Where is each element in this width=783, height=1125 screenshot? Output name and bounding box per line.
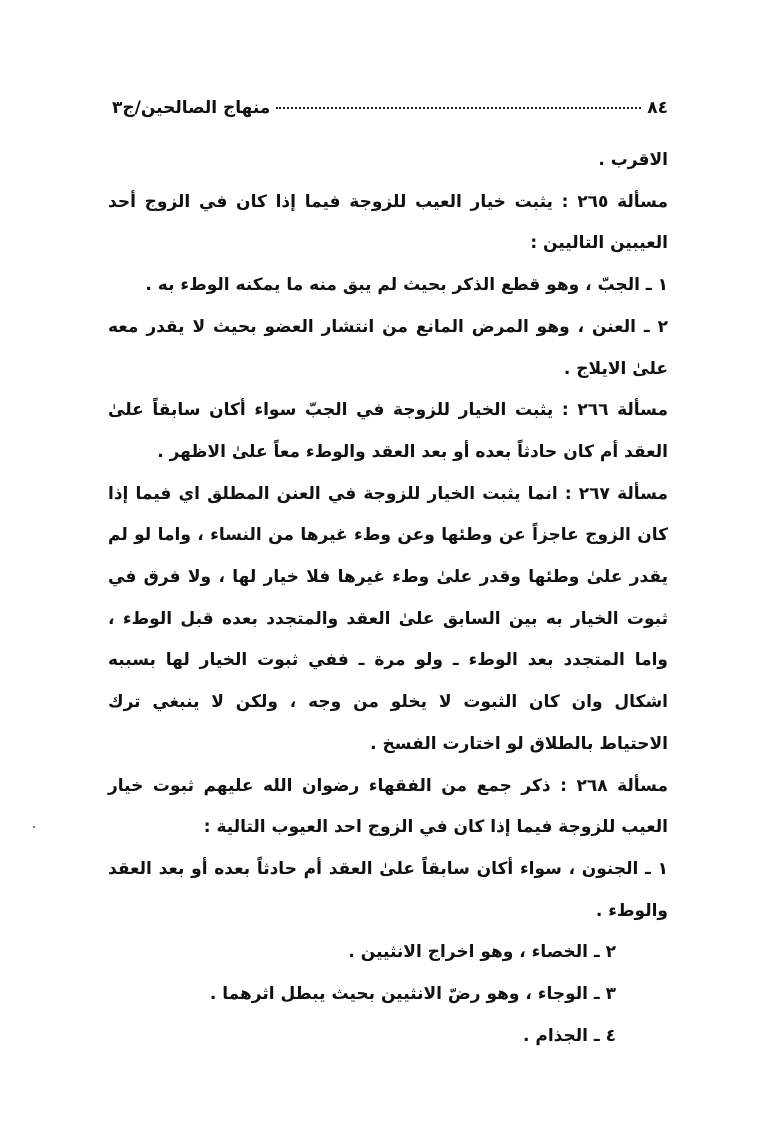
list-item — [108, 974, 668, 1016]
paragraph-text: ٢ ـ الخصاء ، وهو اخراج الانثيين . — [348, 942, 616, 963]
list-item — [108, 932, 668, 974]
issue-label: مسألة ٢٦٧ — [578, 483, 668, 504]
list-item — [108, 849, 668, 932]
dotted-leader — [276, 107, 641, 109]
issue-paragraph — [108, 182, 668, 265]
page-number: ٨٤ — [647, 98, 668, 118]
issue-paragraph — [108, 390, 668, 473]
paragraph-text: الاقرب . — [598, 150, 668, 170]
running-header — [112, 98, 668, 128]
paragraph-text: ٢ ـ العنن ، وهو المرض المانع من انتشار العضو بحيث لا يقدر معه علىٰ الايلاج . — [108, 316, 668, 379]
paragraph-text: ١ ـ الجنون ، سواء أكان سابقاً علىٰ العقد أم حادثاً بعده أو بعد العقد والوطء . — [108, 858, 668, 921]
paragraph-text: : يثبت الخيار للزوجة في الجبّ سواء أكان سابقاً علىٰ العقد أم كان حادثاً بعده أو بعد العقد والوطء معاً علىٰ الاظهر . — [108, 400, 668, 462]
paragraph-text: : انما يثبت الخيار للزوجة في العنن المطلق اي فيما إذا كان الزوج عاجزاً عن وطئها وعن وطء غيرها من النساء ، واما لو لم يقدر علىٰ وطئها وقدر علىٰ وطء غيرها فلا خيار لها ، ولا فرق في ثبوت الخيار به بين السابق علىٰ العقد والمتجدد بعده قبل الوطء ، واما المتجدد بعد الوطء ـ ولو مرة ـ ففي ثبوت الخيار لها بسببه اشكال وان كان الثبوت لا يخلو من وجه ، ولكن لا ينبغي ترك الاحتياط بالطلاق لو اختارت الفسخ . — [108, 483, 668, 754]
issue-label: مسألة ٢٦٥ — [577, 191, 668, 212]
paragraph-text: ٤ ـ الجذام . — [523, 1025, 616, 1046]
paragraph-text: ٣ ـ الوجاء ، وهو رضّ الانثيين بحيث يبطل اثرهما . — [209, 984, 616, 1005]
issue-label: مسألة ٢٦٦ — [577, 400, 669, 421]
book-title: منهاج الصالحين/ج٣ — [112, 98, 271, 118]
body-text — [108, 140, 668, 1057]
list-item — [108, 1016, 668, 1058]
list-item — [108, 265, 668, 307]
paragraph-text: : ذكر جمع من الفقهاء رضوان الله عليهم ثبوت خيار العيب للزوجة فيما إذا كان في الزوج احد العيوب التالية : — [108, 775, 668, 838]
paragraph — [108, 140, 668, 182]
issue-paragraph — [108, 474, 668, 766]
paragraph-text: : يثبت خيار العيب للزوجة فيما إذا كان في الزوج أحد العيبين التاليين : — [108, 191, 668, 254]
list-item — [108, 307, 668, 390]
issue-paragraph — [108, 766, 668, 849]
scan-speck — [33, 826, 35, 828]
issue-label: مسألة ٢٦٨ — [576, 775, 669, 796]
paragraph-text: ١ ـ الجبّ ، وهو قطع الذكر بحيث لم يبق منه ما يمكنه الوطء به . — [145, 275, 668, 296]
